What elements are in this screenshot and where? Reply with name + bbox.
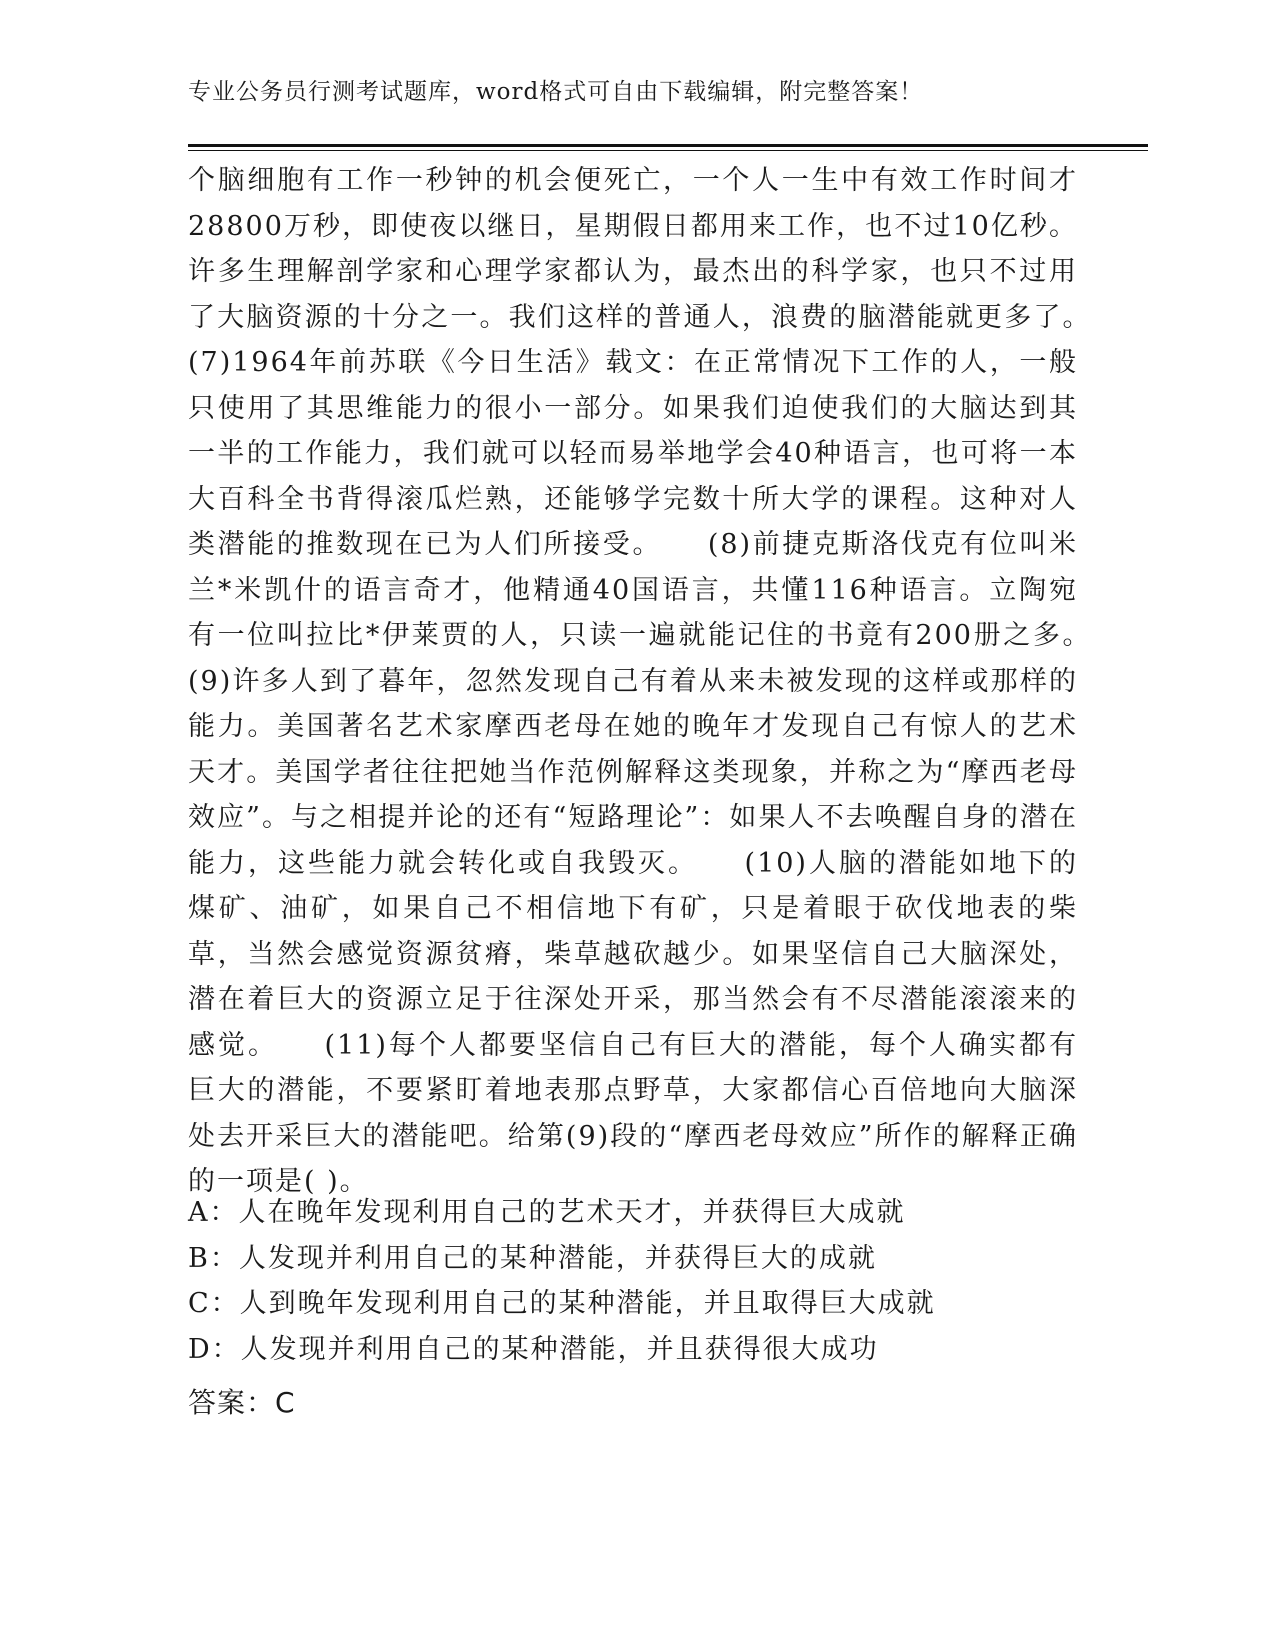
header-divider-thick [188,144,1148,147]
passage-text: 个脑细胞有工作一秒钟的机会便死亡，一个人一生中有效工作时间才28800万秒，即使夜以继日，星期假日都用来工作，也不过10亿秒。许多生理解剖学家和心理学家都认为，最杰出的科学家，也只不过用了大脑资源的十分之一。我们这样的普通人，浪费的脑潜能就更多了。 (7)1964年前苏联《今日生活》载文：在正常情况下工作的人，一般只使用了其思维能力的很小一部分。如果我们迫使我们的大脑达到其一半的工作能力，我们就可以轻而易举地学会40种语言，也可将一本大百科全书背得滚瓜烂熟，还能够学完数十所大学的课程。这种对人类潜能的推数现在已为人们所接受。 (8)前捷克斯洛伐克有位叫米兰*米凯什的语言奇才，他精通40国语言，共懂116种语言。立陶宛有一位叫拉比*伊莱贾的人，只读一遍就能记住的书竟有200册之多。 (9)许多人到了暮年，忽然发现自己有着从来未被发现的这样或那样的能力。美国著名艺术家摩西老母在她的晚年才发现自己有惊人的艺术天才。美国学者往往把她当作范例解释这类现象，并称之为“摩西老母效应”。与之相提并论的还有“短路理论”：如果人不去唤醒自身的潜在能力，这些能力就会转化或自我毁灭。 (10)人脑的潜能如地下的煤矿、油矿，如果自己不相信地下有矿，只是着眼于砍伐地表的柴草，当然会感觉资源贫瘠，柴草越砍越少。如果坚信自己大脑深处，潜在着巨大的资源立足于往深处开采，那当然会有不尽潜能滚滚来的感觉。 (11)每个人都要坚信自己有巨大的潜能，每个人确实都有巨大的潜能，不要紧盯着地表那点野草，大家都信心百倍地向大脑深处去开采巨大的潜能吧。给第(9)段的“摩西老母效应”所作的解释正确的一项是( )。 [188,165,1136,1197]
option-a: A：人在晚年发现利用自己的艺术天才，并获得巨大成就 [188,1197,906,1228]
option-d: D：人发现并利用自己的某种潜能，并且获得很大成功 [188,1333,879,1365]
answer-key: 答案：C [188,1386,296,1419]
answer-options [188,1190,1078,1372]
option-b: B：人发现并利用自己的某种潜能，并获得巨大的成就 [188,1242,877,1274]
option-c: C：人到晚年发现利用自己的某种潜能，并且取得巨大成就 [188,1288,936,1319]
page-header-text: 专业公务员行测考试题库，word格式可自由下载编辑，附完整答案！ [188,79,924,105]
header-divider-thin [188,150,1148,151]
